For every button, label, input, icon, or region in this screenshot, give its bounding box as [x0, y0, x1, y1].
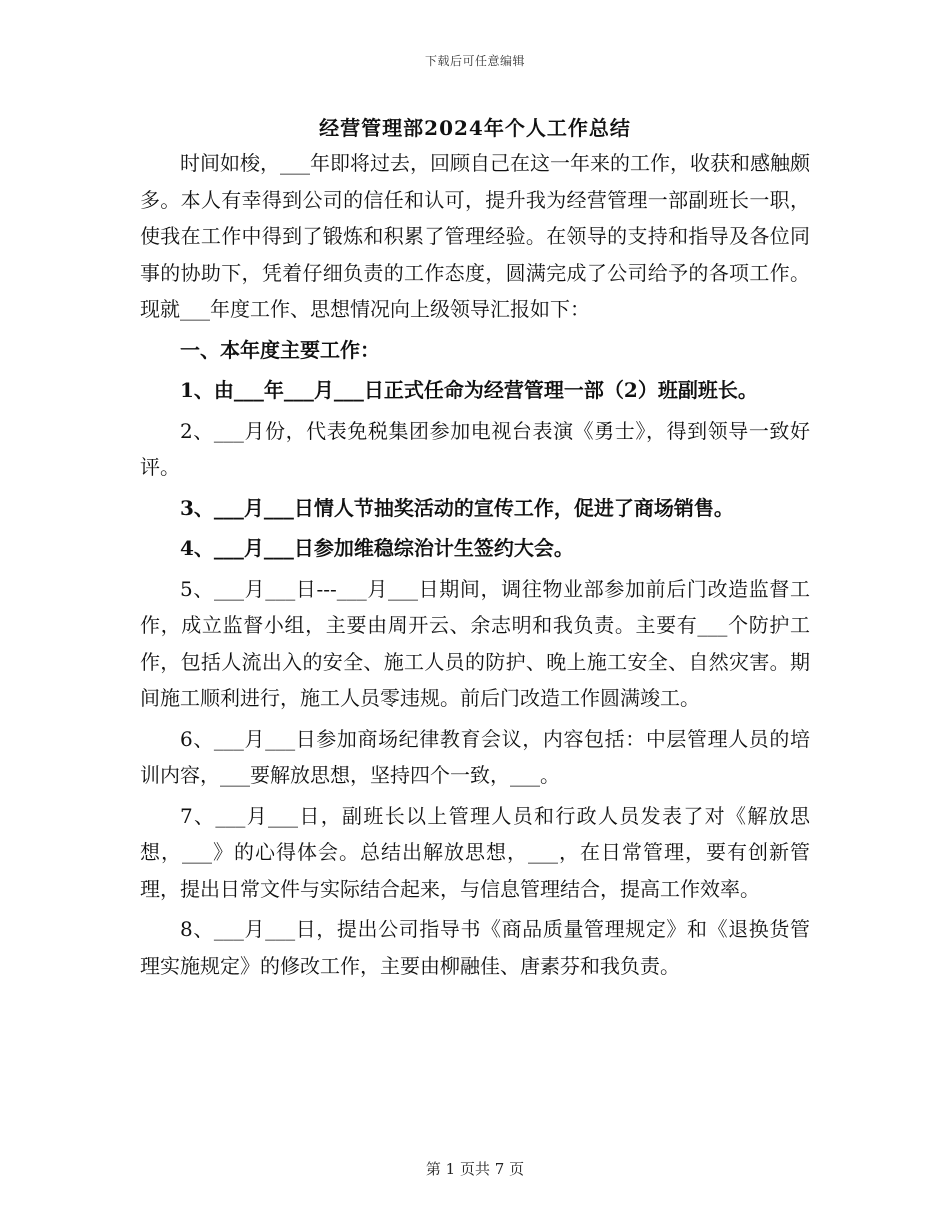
work-item-3: 3、___月___日情人节抽奖活动的宣传工作，促进了商场销售。 — [180, 495, 734, 520]
section-heading: 一、本年度主要工作： — [180, 337, 380, 362]
work-item-6: 6、___月___日参加商场纪律教育会议，内容包括：中层管理人员的培训内容，___要解放思想，坚持四个一致，___。 — [140, 726, 810, 787]
work-item-2: 2、___月份，代表免税集团参加电视台表演《勇士》，得到领导一致好评。 — [140, 418, 810, 479]
header-note: 下载后可任意编辑 — [424, 54, 525, 68]
document-title: 经营管理部2024年个人工作总结 — [319, 116, 631, 140]
work-item-5: 5、___月___日---___月___日期间，调往物业部参加前后门改造监督工作，成立监督小组，主要由周开云、余志明和我负责。主要有___个防护工作，包括人流出入的安全、施工人员的防护、晚上施工安全、自然灾害。期间施工顺利进行，施工人员零违规。前后门改造工作圆满竣工。 — [140, 576, 810, 710]
document-body — [140, 145, 810, 988]
page-footer: 第 1 页共 7 页 — [425, 1160, 525, 1178]
work-item-1: 1、由___年___月___日正式任命为经营管理一部（2）班副班长。 — [180, 378, 758, 402]
work-item-4: 4、___月___日参加维稳综治计生签约大会。 — [180, 536, 574, 560]
work-item-8: 8、___月___日，提出公司指导书《商品质量管理规定》和《退换货管理实施规定》的修改工作，主要由柳融佳、唐素芬和我负责。 — [140, 917, 810, 978]
paragraph-intro: 时间如梭，___年即将过去，回顾自己在这一年来的工作，收获和感触颇多。本人有幸得到公司的信任和认可，提升我为经营管理一部副班长一职，使我在工作中得到了锻炼和积累了管理经验。在领导的支持和指导及各位同事的协助下，凭着仔细负责的工作态度，圆满完成了公司给予的各项工作。现就___年度工作、思想情况向上级领导汇报如下： — [140, 151, 810, 321]
work-item-7: 7、___月___日，副班长以上管理人员和行政人员发表了对《解放思想，___》的心得体会。总结出解放思想，___，在日常管理，要有创新管理，提出日常文件与实际结合起来，与信息管理结合，提高工作效率。 — [140, 803, 810, 901]
